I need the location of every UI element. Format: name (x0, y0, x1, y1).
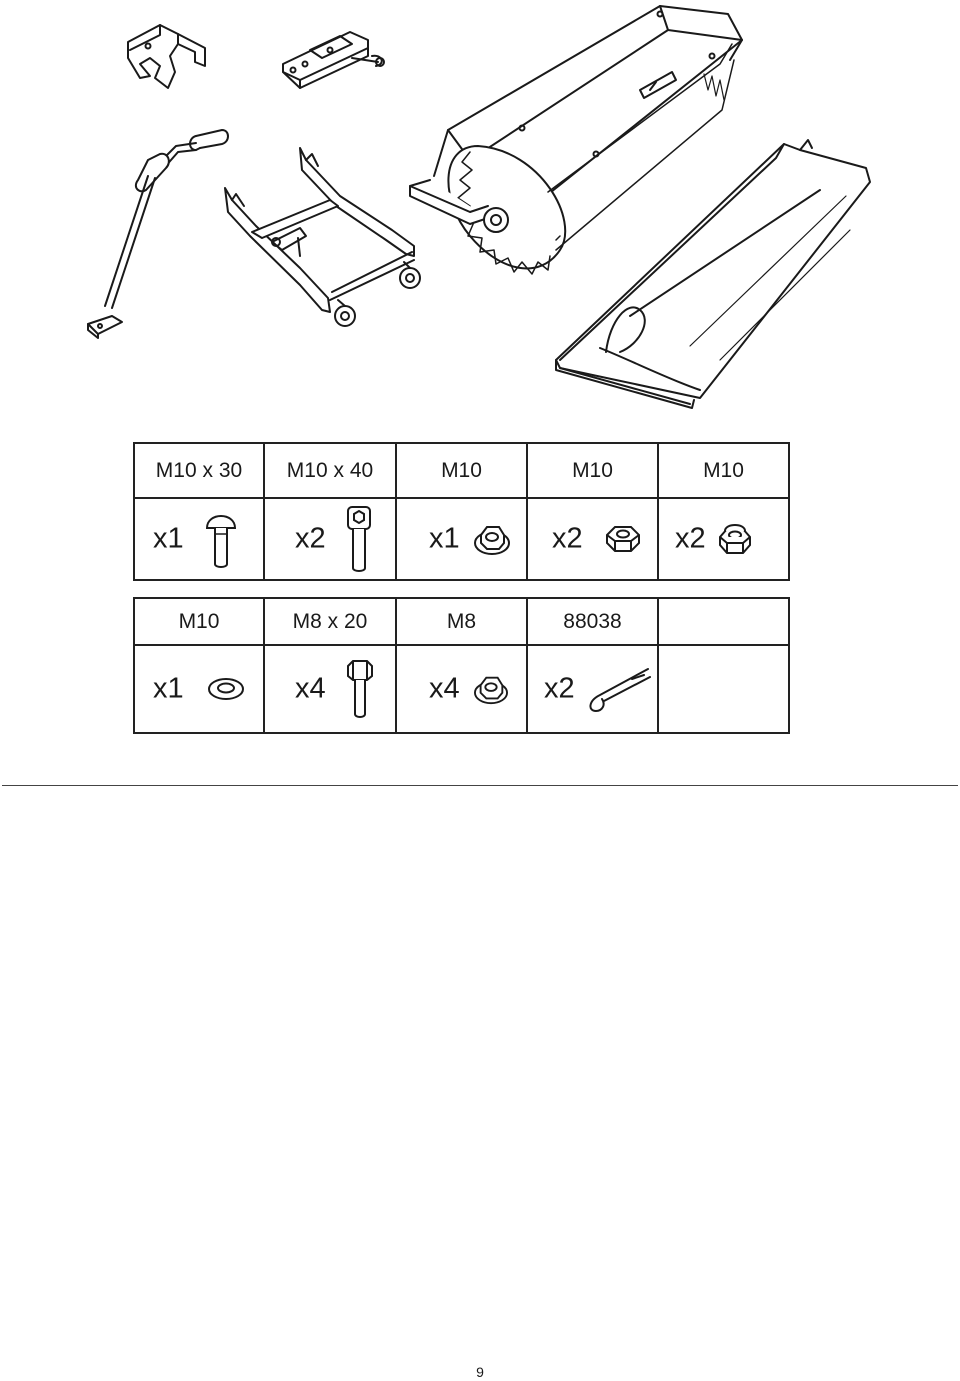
qty-cell (264, 645, 396, 733)
qty-label: x1 (153, 522, 184, 555)
flange-nut-icon (473, 672, 509, 706)
hairpin-clip-icon (580, 661, 652, 717)
qty-label: x2 (295, 522, 326, 555)
qty-label: x2 (675, 522, 706, 555)
handle-part (88, 130, 228, 338)
qty-cell (264, 498, 396, 580)
qty-cell (134, 498, 264, 580)
hitch-plate-part (283, 32, 384, 88)
spec-cell: M10 x 30 (134, 443, 264, 498)
spec-cell: 88038 (527, 598, 658, 645)
hardware-table-1 (133, 442, 790, 581)
lock-nut-icon (717, 521, 753, 557)
flange-nut-icon (473, 521, 511, 557)
page-number: 9 (476, 1364, 484, 1380)
qty-cell (527, 498, 658, 580)
qty-cell (396, 498, 527, 580)
empty-cell (658, 645, 789, 733)
spec-cell (658, 598, 789, 645)
qty-label: x1 (429, 522, 460, 555)
qty-cell (134, 645, 264, 733)
spec-cell: M8 x 20 (264, 598, 396, 645)
spec-cell: M10 x 40 (264, 443, 396, 498)
qty-cell (396, 645, 527, 733)
parts-illustration (0, 0, 960, 430)
bracket-part (128, 25, 205, 88)
spec-cell: M10 (658, 443, 789, 498)
hardware-qty-row (134, 498, 789, 580)
qty-label: x2 (544, 672, 575, 705)
qty-label: x4 (429, 672, 460, 705)
guard-flap-part (556, 140, 870, 408)
qty-label: x4 (295, 672, 326, 705)
qty-cell (658, 498, 789, 580)
carriage-bolt-icon (203, 508, 239, 570)
hardware-spec-row (134, 598, 789, 645)
qty-cell (527, 645, 658, 733)
hex-bolt-icon (345, 658, 375, 720)
qty-label: x1 (153, 672, 184, 705)
qty-label: x2 (552, 522, 583, 555)
washer-icon (207, 676, 245, 702)
frame-part (225, 148, 420, 326)
hardware-table-2 (133, 597, 790, 734)
hardware-qty-row (134, 645, 789, 733)
spec-cell: M10 (134, 598, 264, 645)
hex-nut-icon (604, 523, 642, 555)
page-divider (2, 785, 958, 786)
spec-cell: M8 (396, 598, 527, 645)
spec-cell: M10 (396, 443, 527, 498)
hardware-spec-row (134, 443, 789, 498)
spec-cell: M10 (527, 443, 658, 498)
socket-cap-screw-icon (345, 504, 373, 574)
